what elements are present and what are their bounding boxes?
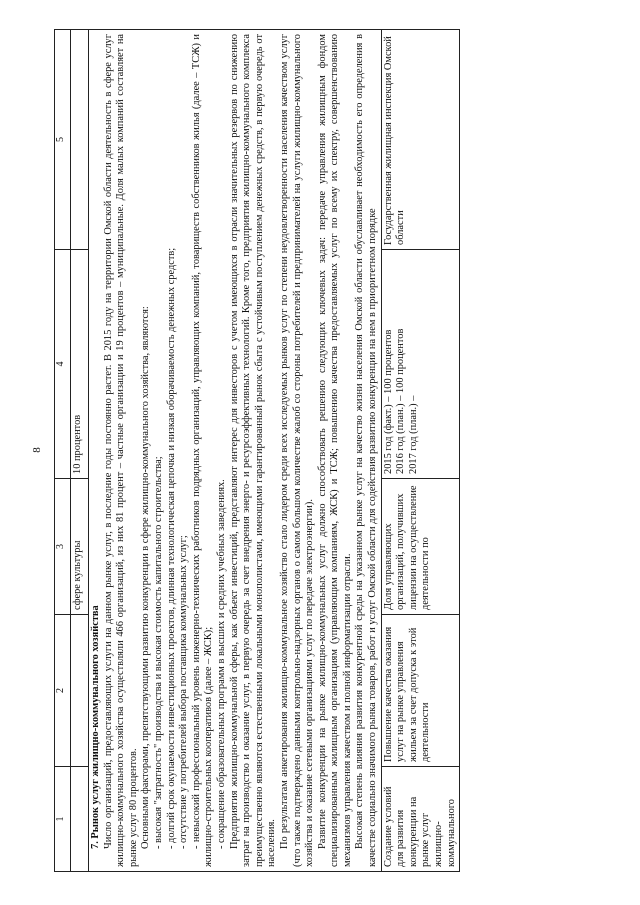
measure-row (381, 30, 460, 872)
indicator-cell: Доля управляющих организаций, получивших лицензии на осуществление деятельности по (381, 479, 460, 615)
section-paragraph: Предприятия жилищно-коммунальной сферы, как объект инвестиций, представляют интерес для инвесторов с учетом имеющихся в отрасли значительных резервов по снижению затрат на производство и оказание услуг, в первую очередь за счет внедрения энерго- и ресурсоэффективных технологий. Кроме того, предприятия жилищно-коммунального комплекса преимущественно являются естественными локальными монополистами, имеющими гарантированный рынок сбыта с устойчивым поступлением денежных средств, в первую очередь от населения. (228, 34, 278, 867)
table-cell (71, 767, 89, 872)
table-cell: 10 процентов (71, 250, 89, 479)
section-paragraph: Основными факторами, препятствующими развитию конкуренции в сфере жилищно-коммунального хозяйства, являются: (140, 306, 152, 849)
column-number: 2 (55, 615, 71, 767)
previous-row-tail (71, 30, 89, 872)
section-paragraph: Высокая степень влияния развития конкурентной среды на указанном рынке услуг на качество жизни населения Омской области обуславливает необходимость его определения в качестве социально значимого рынка товаров, работ и услуг Омской области для содействия развитию конкуренции на нем в приоритетном порядке (354, 34, 379, 867)
section-bullet: - невысокий профессиональный уровень инженерно-технических работников подрядных организаций, управляющих компаний, товариществ собственников жилья (далее – ТСЖ) и жилищно-строительных кооперативов (далее – ЖСК); (190, 34, 215, 867)
page-number: 8 (30, 447, 43, 453)
table-cell (71, 30, 89, 250)
column-number: 3 (55, 479, 71, 615)
section-bullet: - сокращение образовательных программ в высших и средних учебных заведениях. (215, 479, 227, 849)
target-values-cell: 2015 год (факт.) – 100 процентов 2016 год (план.) – 100 процентов 2017 год (план.) – (381, 250, 460, 479)
column-number: 1 (55, 767, 71, 872)
section-paragraph: Развитие конкуренции на рынке жилищно-коммунальных услуг должно способствовать решению следующих ключевых задач: передаче управления жилищным фондом специализированным жилищным организациям (управляющим компаниям, ЖСК) и ТСЖ; повышению качества предоставляемых услуг по всему их спектру, совершенствованию механизмов управления качеством и полной информатизации отрасли. (316, 34, 353, 867)
column-number: 4 (55, 250, 71, 479)
column-number: 5 (55, 30, 71, 250)
section-row (89, 30, 382, 872)
section-title: 7. Рынок услуг жилищно-коммунального хозяйства (90, 605, 101, 849)
table-cell: сфере культуры (71, 479, 89, 615)
activity-table (54, 29, 460, 872)
measure-goal-cell: Создание условий для развития конкуренции на рынке услуг жилищно-коммунального (381, 767, 460, 872)
section-bullet: - долгий срок окупаемости инвестиционных проектов, длинная технологическая цепочка и низкая оборачиваемость денежных средств; (165, 247, 177, 849)
section-paragraph: По результатам анкетирования жилищно-коммунальное хозяйство стало лидером среди всех исследуемых рынков услуг по степени неудовлетворенности населения качеством услуг (что также подтверждено данными контрольно-надзорных органов о самом большом количестве жалоб со стороны потребителей и предпринимателей на услуги жилищно-коммунального хозяйства и оказание сетевыми организациями услуг по передаче электроэнергии). (278, 34, 316, 867)
section-text-cell (89, 30, 382, 872)
section-paragraph: Число организаций, предоставляющих услуги на данном рынке услуг, в последние годы постоянно растет. В 2015 году на территории Омской области деятельность в сфере услуг жилищно-коммунального хозяйства осуществляли 466 организаций, из них 81 процент – частные организации и 19 процентов – муниципальные. Доля малых компаний составляет на рынке услуг 80 процентов. (102, 34, 139, 867)
column-number-row (55, 30, 71, 872)
section-bullet: - отсутствие у потребителей выбора поставщика коммунальных услуг; (178, 535, 190, 849)
responsible-cell: Государственная жилищная инспекция Омской области (381, 30, 460, 250)
measure-description-cell: Повышение качества оказания услуг на рынке управления жильем за счет допуска к этой деятельности (381, 615, 460, 767)
rotated-table-page (54, 30, 574, 872)
table-cell (71, 615, 89, 767)
section-bullet: - высокая "затратность" производства и высокая стоимость капитального строительства; (152, 456, 164, 849)
